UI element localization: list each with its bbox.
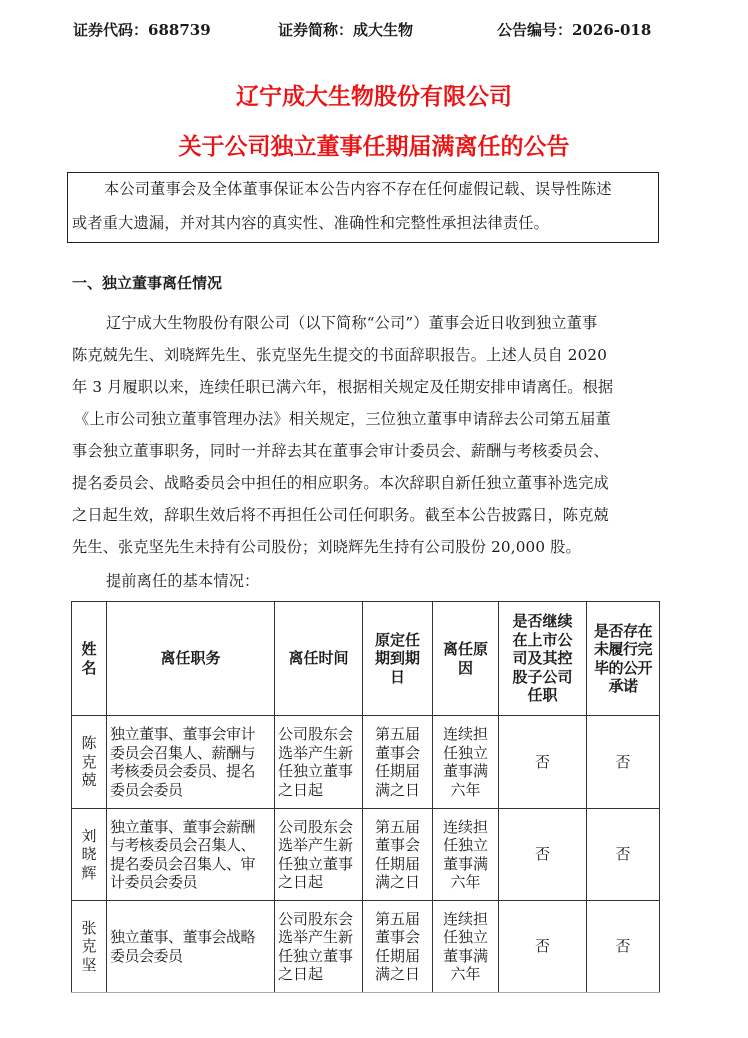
cell-name [72,809,107,901]
cell-text-line: 选举产生新 [278,928,354,946]
cell-text-line: 第五届 [374,817,420,836]
cell-name [72,716,107,809]
cell-time [275,716,363,809]
body-line-6: 提名委员会、战略委员会中担任的相应职务。本次辞职自新任独立董事补选完成 [72,474,609,492]
cell-text-line: 股子公司 [512,667,573,686]
cell-time [275,809,363,901]
disclaimer-line-2: 或者重大遗漏，并对其内容的真实性、准确性和完整性承担法律责任。 [72,214,550,232]
cell-text-line: 选举产生新 [278,743,354,762]
cell-time [275,901,363,993]
header-continue [499,602,587,716]
cell-text-line: 公司股东会 [278,817,354,836]
security-code-value: 688739 [148,21,211,39]
cell-text-line: 董事会 [374,743,420,762]
cell-text-line: 考核委员会委员、提名 [110,762,256,780]
table-row [72,716,660,809]
cell-text-line: 任职 [527,686,558,705]
cell-text-line: 任独立 [442,743,488,762]
cell-text-line: 日 [389,667,405,686]
cell-text-line: 满之日 [374,780,420,799]
cell-text-line: 连续担 [442,909,488,928]
cell-continue: 否 [499,716,587,809]
cell-text-line: 任独立董事 [278,946,354,965]
cell-text-line: 克 [81,752,97,771]
cell-text-line: 是否继续 [512,612,573,631]
cell-name [72,901,107,993]
disclaimer-box [67,172,659,243]
cell-text-line: 公司股东会 [278,909,354,928]
cell-text-line: 董事会 [374,928,420,946]
cell-text-line: 之日起 [278,873,324,891]
cell-reason [433,901,499,993]
cell-text-line: 未履行完 [593,640,652,658]
resignation-table [71,601,660,993]
cell-position [107,809,275,901]
cell-text-line: 克 [81,937,97,956]
security-abbr-value: 成大生物 [353,21,414,39]
body-line-2: 陈克兢先生、刘晓辉先生、张克坚先生提交的书面辞职报告。上述人员自 2020 [72,346,608,364]
cell-text-line: 刘 [81,826,97,845]
cell-text-line: 提名委员会召集人、审 [110,854,256,873]
cell-position [107,901,275,993]
cell-text-line: 六年 [450,780,481,799]
cell-text-line: 离任职务 [160,649,221,668]
cell-text-line: 计委员会委员 [110,873,198,891]
security-abbr [278,19,413,40]
security-code-label: 证券代码： [73,21,149,39]
body-line-3: 年 3 月履职以来，连续任职已满六年，根据相关规定及任期安排申请离任。根据 [72,378,614,396]
announcement-number [497,19,651,40]
cell-text-line: 因 [457,658,473,677]
cell-term-end [363,901,433,993]
header-reason [433,602,499,716]
cell-term-end [363,809,433,901]
cell-text-line: 在上市公 [512,630,573,649]
cell-text-line: 姓 [81,640,97,658]
cell-text-line: 名 [81,658,97,677]
table-header-row [72,602,660,716]
cell-text-line: 六年 [450,965,481,983]
cell-text-line: 陈 [81,734,97,753]
cell-text-line: 之日起 [278,780,324,799]
disclaimer-line-1: 本公司董事会及全体董事保证本公告内容不存在任何虚假记载、误导性陈述 [104,180,612,198]
cell-text-line: 第五届 [374,725,420,743]
cell-text-line: 满之日 [374,965,420,983]
cell-text-line: 原定任 [374,630,420,649]
cell-text-line: 离任时间 [288,649,349,668]
cell-text-line: 连续担 [442,817,488,836]
cell-text-line: 期到期 [374,649,420,668]
cell-text-line: 坚 [81,955,97,974]
cell-text-line: 公司股东会 [278,725,354,743]
header-term-end [363,602,433,716]
cell-text-line: 司及其控 [512,649,573,668]
header-position [107,602,275,716]
cell-reason [433,809,499,901]
cell-text-line: 任期届 [374,854,420,873]
cell-text-line: 任独立董事 [278,762,354,780]
cell-text-line: 任期届 [374,762,420,780]
cell-text-line: 之日起 [278,965,324,983]
cell-text-line: 董事满 [442,762,488,780]
cell-commitment: 否 [587,901,660,993]
cell-text-line: 连续担 [442,725,488,743]
cell-text-line: 独立董事、董事会审计 [110,725,256,743]
cell-text-line: 晓 [81,845,97,864]
cell-reason [433,716,499,809]
cell-text-line: 六年 [450,873,481,891]
cell-text-line: 任独立 [442,836,488,854]
cell-text-line: 委员会委员 [110,780,183,799]
table-intro: 提前离任的基本情况： [106,572,260,590]
cell-continue: 否 [499,901,587,993]
cell-text-line: 是否存在 [593,621,652,640]
cell-text-line: 任独立董事 [278,854,354,873]
body-line-4: 《上市公司独立董事管理办法》相关规定，三位独立董事申请辞去公司第五届董 [74,410,611,428]
body-line-8: 先生、张克坚先生未持有公司股份；刘晓辉先生持有公司股份 20,000 股。 [72,538,581,556]
cell-text-line: 董事满 [442,946,488,965]
cell-commitment: 否 [587,716,660,809]
cell-text-line: 独立董事、董事会战略 [110,928,256,946]
security-code [73,19,211,40]
header-commitment [587,602,660,716]
cell-continue: 否 [499,809,587,901]
cell-term-end [363,716,433,809]
announcement-title: 关于公司独立董事任期届满离任的公告 [178,134,570,160]
table-row [72,901,660,993]
body-line-7: 之日起生效，辞职生效后将不再担任公司任何职务。截至本公告披露日，陈克兢 [72,506,609,524]
cell-text-line: 承诺 [608,677,638,695]
section-heading: 一、独立董事离任情况 [72,274,223,292]
cell-text-line: 委员会召集人、薪酬与 [110,743,256,762]
body-line-5: 事会独立董事职务，同时一并辞去其在董事会审计委员会、薪酬与考核委员会、 [72,442,609,460]
cell-text-line: 任独立 [442,928,488,946]
table-row [72,809,660,901]
cell-text-line: 与考核委员会召集人、 [110,836,256,854]
cell-text-line: 董事满 [442,854,488,873]
cell-text-line: 选举产生新 [278,836,354,854]
cell-commitment: 否 [587,809,660,901]
cell-text-line: 离任原 [442,640,488,658]
cell-text-line: 董事会 [374,836,420,854]
cell-position [107,716,275,809]
cell-text-line: 独立董事、董事会薪酬 [110,817,256,836]
cell-text-line: 毕的公开 [593,658,652,677]
security-abbr-label: 证券简称： [278,21,354,39]
header-time [275,602,363,716]
company-title: 辽宁成大生物股份有限公司 [236,84,512,110]
body-line-1: 辽宁成大生物股份有限公司（以下简称“公司”）董事会近日收到独立董事 [106,314,598,332]
announcement-number-value: 2026-018 [572,21,652,39]
cell-text-line: 满之日 [374,873,420,891]
announcement-number-label: 公告编号： [497,21,573,39]
cell-text-line: 任期届 [374,946,420,965]
cell-text-line: 第五届 [374,909,420,928]
cell-text-line: 委员会委员 [110,946,183,965]
cell-text-line: 兢 [81,771,97,790]
cell-text-line: 张 [81,918,97,937]
cell-text-line: 辉 [81,863,97,882]
header-name [72,602,107,716]
